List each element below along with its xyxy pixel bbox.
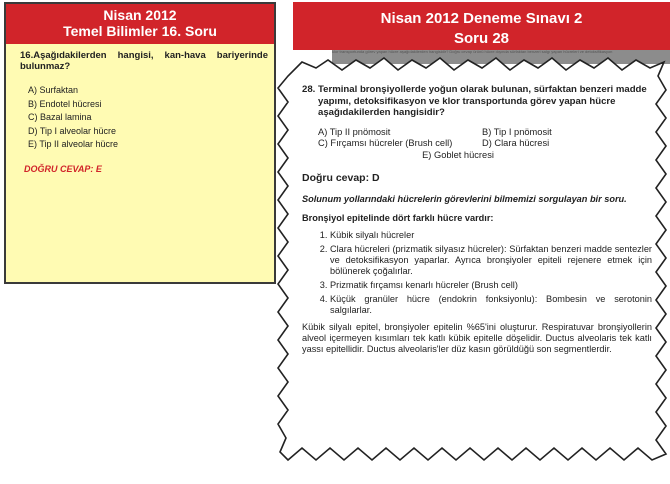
left-correct-answer: DOĞRU CEVAP: E: [24, 163, 102, 174]
left-header-title: Nisan 2012: [103, 7, 177, 23]
left-question-card: [4, 2, 276, 284]
cells-heading: Bronşiyol epitelinde dört farklı hücre vardır:: [302, 213, 494, 223]
right-header-subtitle: Soru 28: [453, 30, 510, 47]
cells-list: [302, 230, 652, 316]
option-d: D) Clara hücresi: [482, 138, 550, 148]
left-option-c: C) Bazal lamina: [28, 112, 92, 122]
question-number: 28.: [302, 84, 316, 95]
option-e: E) Goblet hücresi: [422, 149, 494, 160]
summary-paragraph: Kübik silyalı epitel, bronşiyoler epitelin %65'ini oluşturur. Respiratuvar bronşiyollerin alveol içermeyen kısımları tek katlı kübik epitelle döşelidir. Ductus alveolaris tek katlı yassı epitellidir. Ductus alveolaris'ler düz kasın görüldüğü son segmentlerdir.: [302, 322, 652, 354]
list-item: 1. Kübik silyalı hücreler: [330, 230, 652, 241]
list-item: 3. Prizmatik fırçamsı kenarlı hücreler (Brush cell): [330, 280, 652, 291]
question-content: [302, 84, 652, 355]
option-b: B) Tip I pnömosit: [482, 126, 552, 137]
left-option-e: E) Tip II alveolar hücre: [28, 139, 119, 149]
option-a: A) Tip II pnömosit: [318, 126, 391, 137]
left-header-subtitle: Temel Bilimler 16. Soru: [63, 23, 217, 39]
left-options-list: [28, 84, 274, 152]
left-question-text: 16.Aşağıdakilerden hangisi, kan-hava bariyerinde bulunmaz?: [20, 50, 268, 72]
left-option-d: D) Tip I alveolar hücre: [28, 125, 117, 136]
explanation-note: Solunum yollarındaki hücrelerin görevlerini bilmemizi sorgulayan bir soru.: [302, 194, 627, 204]
correct-answer: Doğru cevap: D: [302, 172, 380, 184]
left-option-b: B) Endotel hücresi: [28, 98, 102, 109]
question-text: Terminal bronşiyollerde yoğun olarak bulunan, sürfaktan benzeri madde yapımı, detoksifikasyon ve klor transportunda görev yapan hücre aşağıdakilerden hangisidir?: [318, 84, 647, 118]
right-question-card: [272, 2, 670, 484]
list-item: 4. Küçük granüler hücre (endokrin fonksiyonlu): Bombesin ve serotonin salgılarlar.: [330, 294, 652, 316]
right-header-title: Nisan 2012 Deneme Sınavı 2: [380, 10, 583, 27]
left-card-header: [6, 4, 274, 44]
list-item: 2. Clara hücreleri (prizmatik silyasız hücreler): Sürfaktan benzeri madde sentezler ve detoksifikasyon yaparlar. Ayrıca bronşiyoler epiteli rejenere etmek için bölünerek çoğalırlar.: [330, 244, 652, 277]
options-grid: [318, 127, 652, 162]
left-option-a: A) Surfaktan: [28, 85, 79, 95]
option-c: C) Fırçamsı hücreler (Brush cell): [318, 138, 453, 148]
scanned-text-strip: klor transportunda görev yapan hücre aşağıdakilerden hangisidir? Doğru cevap ürünü hücre dışında sürfaktan benzeri salgı yapan hücreleri ve detoksifikasyon: [332, 50, 670, 64]
question-stem: [302, 84, 652, 119]
